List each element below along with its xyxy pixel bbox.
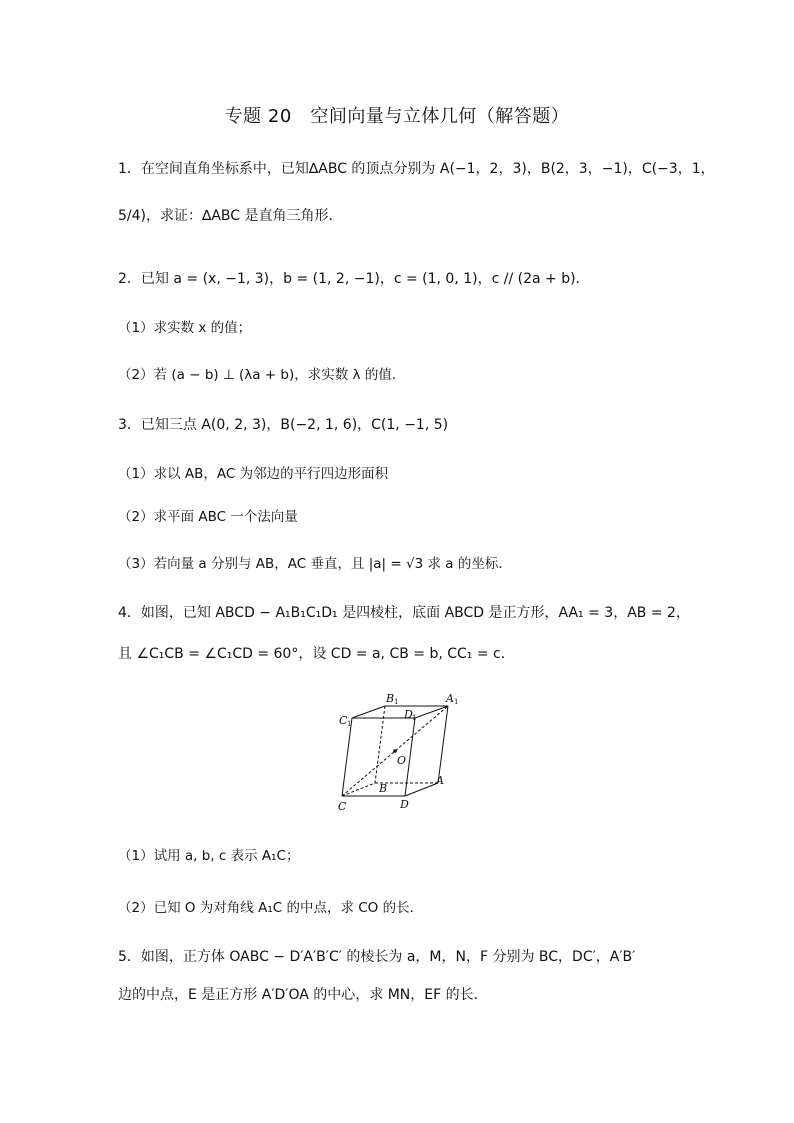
label-B: B [379,782,388,795]
problem-4-line-1: 4．如图，已知 ABCD − A₁B₁C₁D₁ 是四棱柱，底面 ABCD 是正方形，AA₁ = 3，AB = 2， [118,605,690,621]
problem-2-line-1: 2．已知 a = (x, −1, 3)，b = (1, 2, −1)，c = (1, 0, 1)，c // (2a + b)． [118,271,590,287]
parallelepiped-figure [330,688,470,818]
label-C1: C [339,714,348,727]
label-C: C [338,800,347,813]
label-D: D [400,798,409,811]
label-A: A [436,774,444,787]
label-D1: D [404,708,413,721]
label-C1-sub: 1 [347,720,352,728]
problem-4-line-2: 且 ∠C₁CB = ∠C₁CD = 60°，设 CD = a, CB = b, CC₁ = c． [118,646,515,662]
problem-1-line-1: 1．在空间直角坐标系中，已知∆ABC 的顶点分别为 A(−1，2，3)，B(2，3，−1)，C(−3，1， [118,161,715,177]
problem-3-question-1: （1）求以 AB，AC 为邻边的平行四边形面积 [118,466,389,482]
problem-5-line-1: 5．如图，正方体 OABC − D′A′B′C′ 的棱长为 a，M，N，F 分别为 BC，DC′，A′B′ [118,949,636,965]
label-A1: A [446,692,454,705]
problem-4-question-1: （1）试用 a, b, c 表示 A₁C； [118,848,300,864]
problem-4-question-2: （2）已知 O 为对角线 A₁C 的中点，求 CO 的长． [118,900,424,916]
label-D1-sub: 1 [412,714,417,722]
problem-2-question-1: （1）求实数 x 的值； [118,320,252,336]
problem-2-question-2: （2）若 (a − b) ⊥ (λa + b)，求实数 λ 的值． [118,367,406,383]
label-O: O [397,754,407,767]
label-A1-sub: 1 [454,698,459,706]
label-B1-sub: 1 [394,698,399,706]
problem-5-line-2: 边的中点，E 是正方形 A′D′OA 的中心，求 MN，EF 的长． [118,987,488,1003]
page-title: 专题 20 空间向量与立体几何（解答题） [224,106,570,127]
problem-3-line-1: 3．已知三点 A(0, 2, 3)，B(−2, 1, 6)，C(1, −1, 5) [118,417,449,433]
label-B1: B [386,692,395,705]
problem-3-question-3: （3）若向量 a 分别与 AB，AC 垂直，且 |a| = √3 求 a 的坐标． [118,556,512,572]
problem-1-line-2: 5/4)，求证：∆ABC 是直角三角形． [118,208,343,224]
problem-3-question-2: （2）求平面 ABC 一个法向量 [118,509,298,525]
